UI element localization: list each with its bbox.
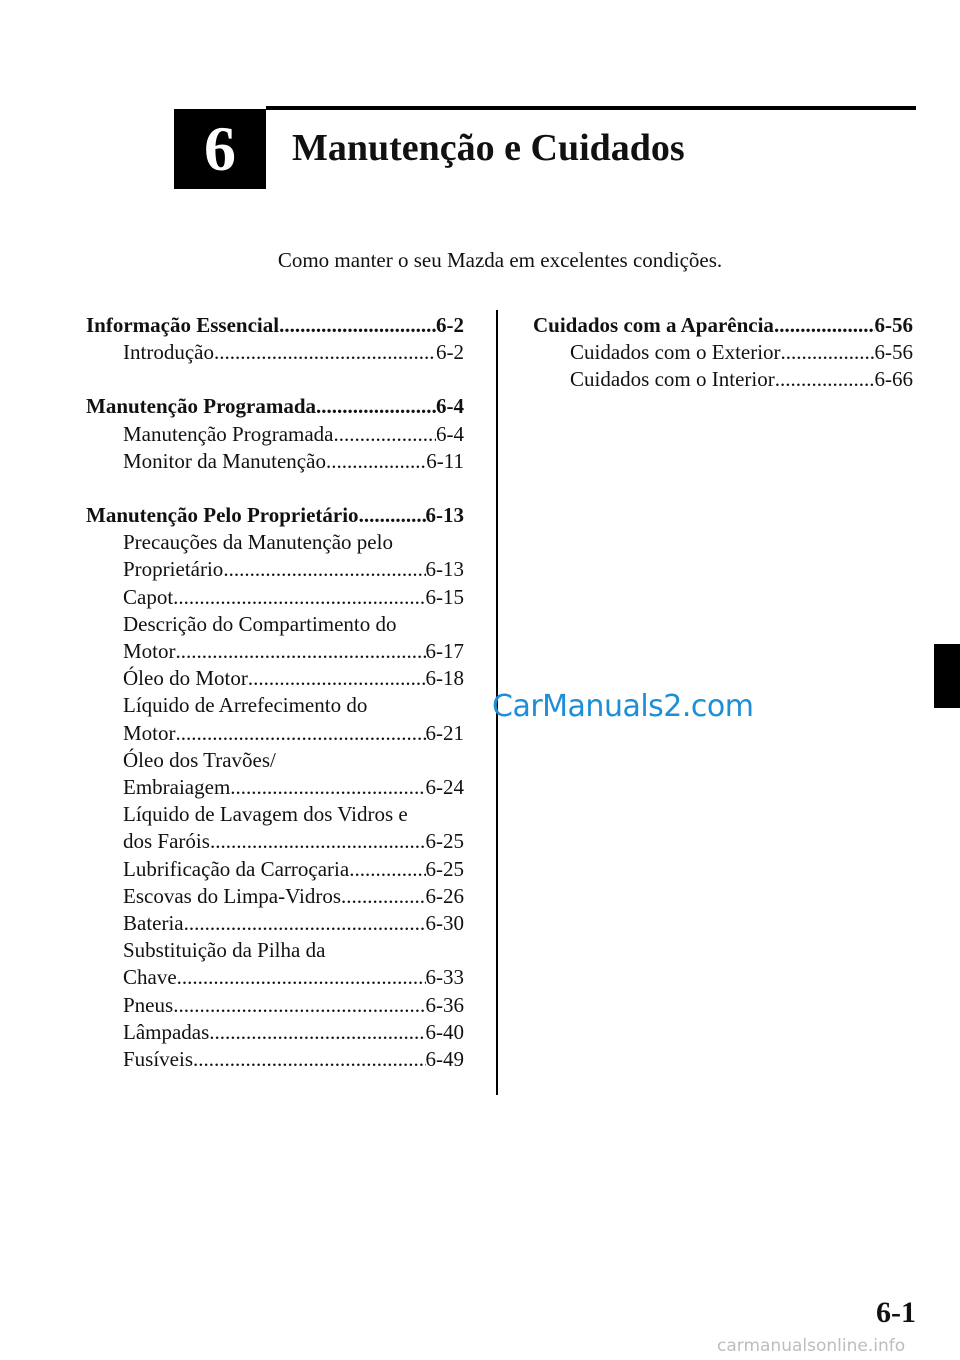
toc-entry-page: 6-21	[425, 720, 464, 745]
dot-leader	[230, 774, 425, 801]
toc-entry[interactable]	[86, 910, 464, 937]
toc-entry[interactable]	[86, 448, 464, 475]
toc-right-column	[533, 312, 913, 421]
toc-entry-page: 6-49	[425, 1047, 464, 1072]
toc-entry-label: Escovas do Limpa-Vidros	[123, 883, 342, 908]
toc-entry[interactable]	[86, 584, 464, 611]
chapter-subtitle: Como manter o seu Mazda em excelentes condições.	[277, 248, 723, 272]
toc-entry[interactable]	[533, 366, 913, 393]
toc-section	[86, 312, 464, 366]
toc-heading-page: 6-13	[425, 503, 464, 528]
dot-leader	[341, 883, 425, 910]
toc-entry-label: Motor	[123, 639, 176, 664]
dot-leader	[774, 312, 875, 339]
toc-entry-page: 6-18	[425, 666, 464, 691]
toc-entry-label: Pneus	[123, 992, 174, 1017]
toc-entry-page: 6-11	[426, 448, 464, 473]
page-number: 6-1	[876, 1296, 916, 1329]
toc-entry-page: 6-4	[436, 421, 464, 446]
toc-section	[86, 502, 464, 1073]
toc-entry-page: 6-25	[425, 856, 464, 881]
chapter-number: 6	[174, 109, 266, 189]
dot-leader	[173, 584, 425, 611]
toc-entry-page: 6-33	[425, 965, 464, 990]
dot-leader	[349, 856, 425, 883]
toc-entry-label: Manutenção Programada	[123, 421, 334, 446]
toc-heading[interactable]	[86, 312, 464, 339]
toc-entry-label-line1: Descrição do Compartimento do	[123, 611, 397, 636]
toc-entry-label: Cuidados com o Interior	[570, 367, 775, 392]
toc-entry[interactable]	[86, 774, 464, 801]
toc-entry-page: 6-17	[425, 639, 464, 664]
toc-entry-page: 6-26	[425, 883, 464, 908]
toc-left-column	[86, 312, 464, 1100]
toc-entry-page: 6-13	[425, 557, 464, 582]
dot-leader	[214, 339, 436, 366]
toc-entry[interactable]	[86, 828, 464, 855]
toc-entry[interactable]	[86, 556, 464, 583]
toc-entry-page: 6-15	[425, 584, 464, 609]
toc-entry-label-line1: Substituição da Pilha da	[123, 938, 326, 963]
toc-heading-page: 6-4	[436, 394, 464, 419]
toc-entry[interactable]	[86, 856, 464, 883]
toc-entry[interactable]	[86, 883, 464, 910]
watermark: CarManuals2.com	[492, 689, 754, 724]
toc-section	[533, 312, 913, 394]
dot-leader	[193, 1046, 425, 1073]
dot-leader	[248, 665, 426, 692]
toc-entry-page: 6-40	[425, 1019, 464, 1044]
toc-entry-label: Embraiagem	[123, 775, 231, 800]
dot-leader	[279, 312, 436, 339]
dot-leader	[326, 448, 426, 475]
toc-heading-label: Manutenção Programada	[86, 394, 317, 419]
dot-leader	[176, 720, 426, 747]
toc-entry-label: dos Faróis	[123, 829, 210, 854]
dot-leader	[334, 421, 436, 448]
toc-entry-label: Proprietário	[123, 557, 224, 582]
dot-leader	[316, 393, 436, 420]
toc-entry[interactable]	[86, 665, 464, 692]
toc-entry-page: 6-25	[425, 829, 464, 854]
toc-entry-label: Fusíveis	[123, 1047, 194, 1072]
toc-entry-label: Chave	[123, 965, 177, 990]
chapter-rule	[266, 106, 916, 110]
toc-heading[interactable]	[86, 502, 464, 529]
dot-leader	[775, 366, 875, 393]
toc-entry-label-line1: Óleo dos Travões/	[123, 747, 276, 772]
toc-entry-label: Motor	[123, 720, 176, 745]
dot-leader	[359, 502, 426, 529]
dot-leader	[781, 339, 875, 366]
toc-entry-label: Capot	[123, 584, 174, 609]
toc-entry[interactable]	[86, 638, 464, 665]
toc-entry-label: Monitor da Manutenção	[123, 448, 326, 473]
toc-heading-page: 6-2	[436, 313, 464, 337]
toc-entry[interactable]	[86, 1046, 464, 1073]
toc-entry[interactable]	[86, 992, 464, 1019]
toc-entry-page: 6-24	[425, 775, 464, 800]
dot-leader	[173, 992, 425, 1019]
toc-entry-label: Bateria	[123, 911, 184, 936]
toc-entry-page: 6-30	[425, 911, 464, 936]
toc-entry-label: Lubrificação da Carroçaria	[123, 856, 350, 881]
toc-entry-label-line1: Líquido de Arrefecimento do	[123, 693, 368, 718]
toc-heading-label: Cuidados com a Aparência	[533, 313, 774, 337]
toc-entry-label-line1: Precauções da Manutenção pelo	[123, 530, 393, 555]
toc-entry[interactable]	[86, 339, 464, 366]
dot-leader	[177, 964, 426, 991]
chapter-tab-marker	[934, 644, 960, 708]
dot-leader	[176, 638, 426, 665]
toc-section	[86, 393, 464, 475]
toc-heading[interactable]	[533, 312, 913, 339]
dot-leader	[184, 910, 426, 937]
toc-entry[interactable]	[86, 720, 464, 747]
toc-entry-label: Lâmpadas	[123, 1019, 210, 1044]
toc-entry[interactable]	[86, 421, 464, 448]
dot-leader	[210, 828, 426, 855]
toc-heading-label: Informação Essencial	[86, 313, 280, 337]
toc-entry[interactable]	[533, 339, 913, 366]
toc-entry-page: 6-2	[436, 340, 464, 365]
toc-entry-page: 6-36	[425, 992, 464, 1017]
dot-leader	[223, 556, 425, 583]
toc-entry-page: 6-66	[874, 367, 913, 392]
toc-heading[interactable]	[86, 393, 464, 420]
footer-url: carmanualsonline.info	[717, 1336, 906, 1356]
toc-entry-label: Introdução	[123, 340, 214, 365]
toc-entry-page: 6-56	[874, 340, 913, 365]
toc-entry[interactable]	[86, 964, 464, 991]
toc-entry-label-line1: Líquido de Lavagem dos Vidros e	[123, 802, 408, 827]
dot-leader	[209, 1019, 425, 1046]
chapter-title: Manutenção e Cuidados	[292, 127, 685, 169]
toc-heading-page: 6-56	[874, 313, 913, 337]
toc-entry-label: Cuidados com o Exterior	[570, 340, 781, 365]
toc-entry-label: Óleo do Motor	[123, 666, 248, 691]
toc-entry[interactable]	[86, 1019, 464, 1046]
toc-heading-label: Manutenção Pelo Proprietário	[86, 503, 359, 528]
